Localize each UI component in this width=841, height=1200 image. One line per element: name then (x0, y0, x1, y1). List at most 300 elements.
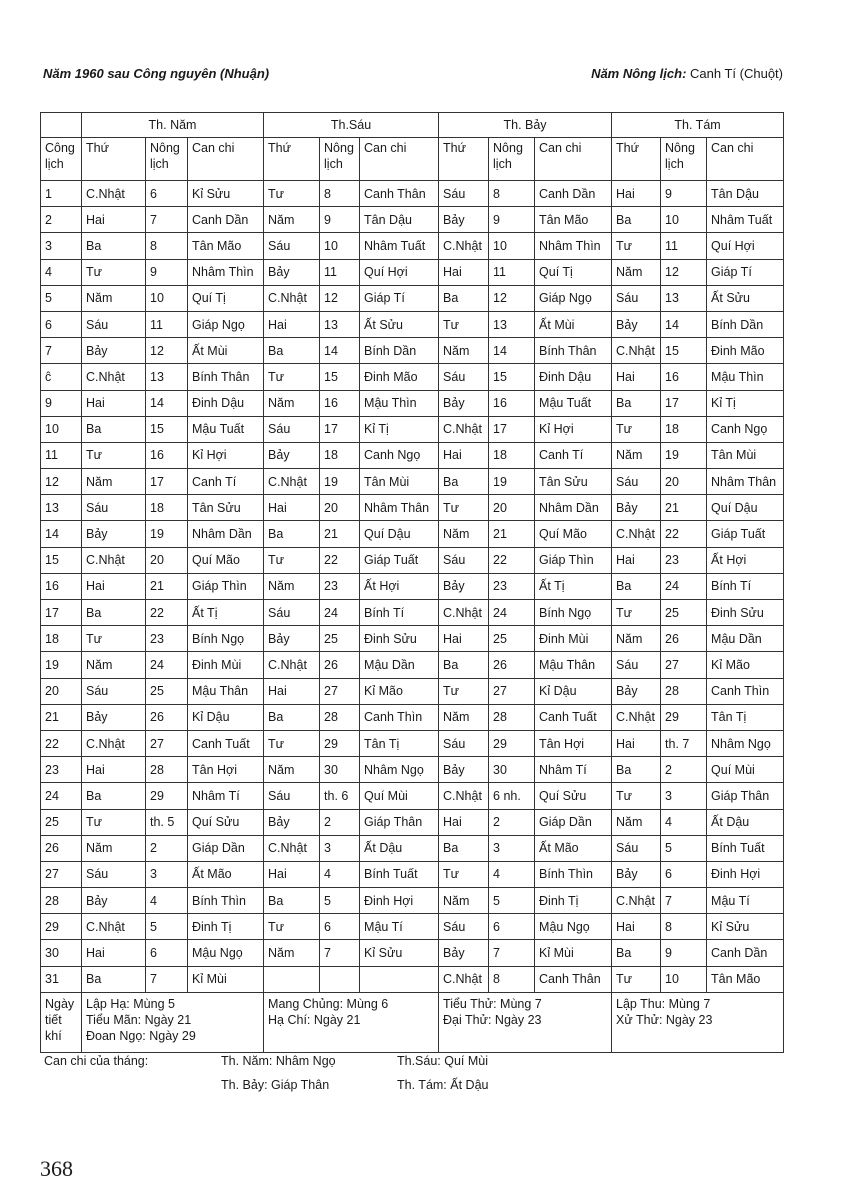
weekday-cell: Tư (264, 364, 320, 390)
can-chi-cell: Bính Thân (188, 364, 264, 390)
can-chi-cell (360, 966, 439, 992)
weekday-cell: Ba (612, 757, 661, 783)
lunar-day-cell: 27 (146, 730, 188, 756)
month-can-chi-summary (44, 1054, 604, 1098)
can-chi-cell: Ất Mùi (535, 311, 612, 337)
solar-term: Đoan Ngọ: Ngày 29 (86, 1028, 196, 1043)
solar-term: Đại Thử: Ngày 23 (443, 1012, 542, 1027)
can-chi-cell: Giáp Tuất (707, 521, 784, 547)
lunar-day-cell: 24 (489, 600, 535, 626)
lunar-day-cell: 5 (661, 835, 707, 861)
can-chi-cell: Mậu Tuất (535, 390, 612, 416)
can-chi-cell: Kỉ Hợi (535, 416, 612, 442)
weekday-cell: Sáu (439, 547, 489, 573)
can-chi-cell: Nhâm Ngọ (707, 730, 784, 756)
lunar-day-cell: 6 (320, 914, 360, 940)
can-chi-cell: Canh Thân (360, 181, 439, 207)
weekday-cell: Sáu (82, 678, 146, 704)
can-chi-cell: Ất Hợi (707, 547, 784, 573)
corner-cell (41, 113, 82, 138)
lunar-day-cell: 27 (489, 678, 535, 704)
can-chi-cell: Kỉ Dậu (535, 678, 612, 704)
weekday-cell: C.Nhật (82, 547, 146, 573)
weekday-cell: C.Nhật (264, 285, 320, 311)
weekday-cell: Ba (264, 888, 320, 914)
gregorian-day-cell: 23 (41, 757, 82, 783)
table-row (41, 521, 784, 547)
gregorian-day-cell: 27 (41, 861, 82, 887)
lunar-day-cell: 30 (489, 757, 535, 783)
lunar-day-cell: 23 (661, 547, 707, 573)
lunar-day-cell: 11 (146, 311, 188, 337)
weekday-cell: Ba (439, 652, 489, 678)
gregorian-day-cell: 16 (41, 573, 82, 599)
lunar-day-cell: 8 (489, 181, 535, 207)
weekday-cell: C.Nhật (264, 835, 320, 861)
solar-terms-row (41, 992, 784, 1052)
can-chi-cell: Đinh Sửu (707, 600, 784, 626)
weekday-cell: Tư (439, 678, 489, 704)
gregorian-day-cell: 17 (41, 600, 82, 626)
can-chi-cell: Bính Thìn (188, 888, 264, 914)
solar-terms-month-8 (612, 992, 784, 1052)
weekday-cell: Ba (264, 704, 320, 730)
lunar-day-cell: 30 (320, 757, 360, 783)
lunar-day-cell: 18 (489, 442, 535, 468)
month-header-7: Th. Bảy (439, 113, 612, 138)
lunar-day-cell: 11 (489, 259, 535, 285)
table-row (41, 547, 784, 573)
can-chi-cell: Ất Hợi (360, 573, 439, 599)
solar-terms-month-6 (264, 992, 439, 1052)
weekday-cell: Ba (264, 338, 320, 364)
can-chi-cell: Quí Sửu (188, 809, 264, 835)
weekday-cell: Hai (264, 678, 320, 704)
col-header-can-chi: Can chi (188, 138, 264, 181)
lunar-day-cell: 20 (661, 469, 707, 495)
lunar-day-cell: 4 (146, 888, 188, 914)
can-chi-cell: Quí Hợi (360, 259, 439, 285)
weekday-cell: Ba (82, 233, 146, 259)
lunar-day-cell: 25 (146, 678, 188, 704)
weekday-cell: C.Nhật (612, 888, 661, 914)
gregorian-day-cell: 9 (41, 390, 82, 416)
weekday-cell: Năm (82, 469, 146, 495)
gregorian-day-cell: 12 (41, 469, 82, 495)
can-chi-cell: Tân Tị (707, 704, 784, 730)
can-chi-cell: Nhâm Tuất (707, 207, 784, 233)
lunar-day-cell: 21 (146, 573, 188, 599)
can-chi-cell: Ất Sửu (360, 311, 439, 337)
weekday-cell: Tư (82, 259, 146, 285)
calendar-body (41, 181, 784, 993)
lunar-day-cell: 6 (146, 181, 188, 207)
lunar-day-cell: 23 (146, 626, 188, 652)
can-chi-cell: Ất Dậu (707, 809, 784, 835)
can-chi-cell: Nhâm Thìn (188, 259, 264, 285)
weekday-cell: Bảy (82, 888, 146, 914)
lunar-day-cell: 12 (661, 259, 707, 285)
can-chi-cell: Đinh Mùi (188, 652, 264, 678)
lunar-day-cell (320, 966, 360, 992)
month-can-chi-item: Th. Tám: Ất Dậu (397, 1078, 489, 1092)
weekday-cell: Sáu (612, 652, 661, 678)
lunar-day-cell: 23 (489, 573, 535, 599)
weekday-cell: Bảy (439, 757, 489, 783)
gregorian-day-cell: 4 (41, 259, 82, 285)
can-chi-cell: Quí Hợi (707, 233, 784, 259)
lunar-day-cell: 7 (146, 207, 188, 233)
weekday-cell: Tư (439, 861, 489, 887)
month-can-chi-item: Th. Năm: Nhâm Ngọ (221, 1054, 336, 1068)
table-row (41, 966, 784, 992)
col-header-nong-lich: Nông lịch (661, 138, 707, 181)
lunar-day-cell: 18 (320, 442, 360, 468)
header-year-title: Năm 1960 sau Công nguyên (Nhuận) (43, 66, 270, 81)
lunar-day-cell: 20 (489, 495, 535, 521)
can-chi-cell: Quí Dậu (707, 495, 784, 521)
weekday-cell: Năm (264, 573, 320, 599)
can-chi-cell: Canh Thân (535, 966, 612, 992)
weekday-cell: Hai (82, 757, 146, 783)
lunar-day-cell: 14 (661, 311, 707, 337)
weekday-cell: Năm (612, 809, 661, 835)
can-chi-cell: Mậu Tí (360, 914, 439, 940)
month-can-chi-item: Th.Sáu: Quí Mùi (397, 1054, 489, 1068)
lunar-day-cell: 24 (320, 600, 360, 626)
lunar-day-cell: 21 (320, 521, 360, 547)
weekday-cell: Bảy (612, 311, 661, 337)
solar-term: Lập Thu: Mùng 7 (616, 996, 711, 1011)
solar-term: Mang Chủng: Mùng 6 (268, 996, 389, 1011)
col-header-thu: Thứ (612, 138, 661, 181)
weekday-cell: Tư (264, 547, 320, 573)
lunar-day-cell: 22 (489, 547, 535, 573)
lunar-day-cell: 11 (661, 233, 707, 259)
weekday-cell: Ba (264, 521, 320, 547)
can-chi-cell: Đinh Tị (188, 914, 264, 940)
weekday-cell: Sáu (612, 469, 661, 495)
lunar-day-cell: 5 (146, 914, 188, 940)
lunar-day-cell: 14 (320, 338, 360, 364)
weekday-cell: Năm (439, 888, 489, 914)
table-row (41, 626, 784, 652)
lunar-day-cell: 7 (146, 966, 188, 992)
weekday-cell: C.Nhật (439, 600, 489, 626)
lunar-day-cell: 2 (320, 809, 360, 835)
can-chi-cell: Mậu Tí (707, 888, 784, 914)
solar-terms-month-7 (439, 992, 612, 1052)
can-chi-cell: Nhâm Tí (535, 757, 612, 783)
lunar-day-cell: 26 (320, 652, 360, 678)
can-chi-cell: Tân Sửu (188, 495, 264, 521)
table-row (41, 364, 784, 390)
lunar-day-cell: 9 (489, 207, 535, 233)
weekday-cell: Hai (82, 207, 146, 233)
weekday-cell: Sáu (82, 495, 146, 521)
can-chi-cell: Đinh Tị (535, 888, 612, 914)
can-chi-cell: Nhâm Tuất (360, 233, 439, 259)
lunar-day-cell: 16 (320, 390, 360, 416)
table-row (41, 888, 784, 914)
weekday-cell: Năm (82, 652, 146, 678)
lunar-day-cell: 24 (661, 573, 707, 599)
can-chi-cell: Canh Tí (535, 442, 612, 468)
solar-term: Tiểu Thử: Mùng 7 (443, 996, 542, 1011)
weekday-cell: C.Nhật (439, 966, 489, 992)
can-chi-cell: Nhâm Thân (360, 495, 439, 521)
weekday-cell: Hai (612, 547, 661, 573)
weekday-cell: Tư (612, 783, 661, 809)
lunar-day-cell: 8 (320, 181, 360, 207)
month-can-chi-item: Th. Bảy: Giáp Thân (221, 1078, 330, 1092)
can-chi-cell: Ất Mùi (188, 338, 264, 364)
lunar-day-cell: th. 7 (661, 730, 707, 756)
calendar-table (40, 112, 784, 1053)
page-number: 368 (40, 1156, 73, 1181)
weekday-cell: Tư (612, 966, 661, 992)
table-row (41, 914, 784, 940)
weekday-cell: Sáu (612, 835, 661, 861)
weekday-cell: C.Nhật (439, 416, 489, 442)
col-header-nong-lich: Nông lịch (489, 138, 535, 181)
can-chi-cell: Bính Tuất (360, 861, 439, 887)
weekday-cell: C.Nhật (439, 783, 489, 809)
weekday-cell: Sáu (612, 285, 661, 311)
weekday-cell: Tư (264, 730, 320, 756)
lunar-day-cell: 8 (661, 914, 707, 940)
can-chi-cell: Canh Tuất (188, 730, 264, 756)
lunar-day-cell: 6 (146, 940, 188, 966)
weekday-cell: C.Nhật (612, 704, 661, 730)
table-row (41, 469, 784, 495)
table-row (41, 757, 784, 783)
lunar-day-cell: 24 (146, 652, 188, 678)
weekday-cell: Ba (82, 783, 146, 809)
can-chi-cell: Tân Hợi (535, 730, 612, 756)
lunar-day-cell: 6 nh. (489, 783, 535, 809)
weekday-cell: Năm (439, 338, 489, 364)
weekday-cell: Sáu (264, 233, 320, 259)
can-chi-cell: Nhâm Tí (188, 783, 264, 809)
can-chi-cell: Canh Tuất (535, 704, 612, 730)
weekday-cell: Tư (82, 442, 146, 468)
lunar-day-cell: th. 5 (146, 809, 188, 835)
can-chi-cell: Mậu Thân (188, 678, 264, 704)
weekday-cell: Năm (82, 285, 146, 311)
col-header-thu: Thứ (82, 138, 146, 181)
lunar-day-cell: 2 (661, 757, 707, 783)
month-header-8: Th. Tám (612, 113, 784, 138)
lunar-day-cell: 22 (320, 547, 360, 573)
table-row (41, 259, 784, 285)
lunar-day-cell: 28 (320, 704, 360, 730)
weekday-cell: C.Nhật (439, 233, 489, 259)
can-chi-cell: Kỉ Mùi (535, 940, 612, 966)
weekday-cell: Năm (82, 835, 146, 861)
gregorian-day-cell: 15 (41, 547, 82, 573)
can-chi-cell: Ất Tị (188, 600, 264, 626)
can-chi-cell: Mậu Dần (360, 652, 439, 678)
gregorian-day-cell: ĉ (41, 364, 82, 390)
table-row (41, 233, 784, 259)
lunar-day-cell: 15 (146, 416, 188, 442)
can-chi-cell: Giáp Dần (188, 835, 264, 861)
table-row (41, 730, 784, 756)
weekday-cell: C.Nhật (82, 730, 146, 756)
weekday-cell: Hai (82, 573, 146, 599)
weekday-cell: Bảy (612, 861, 661, 887)
lunar-day-cell: 23 (320, 573, 360, 599)
can-chi-cell: Canh Dần (707, 940, 784, 966)
lunar-day-cell: 25 (661, 600, 707, 626)
lunar-day-cell: 9 (146, 259, 188, 285)
lunar-day-cell: 26 (661, 626, 707, 652)
gregorian-day-cell: 3 (41, 233, 82, 259)
lunar-day-cell: 25 (320, 626, 360, 652)
weekday-cell: Năm (264, 207, 320, 233)
weekday-cell: Tư (82, 809, 146, 835)
weekday-cell: Tư (612, 233, 661, 259)
can-chi-cell: Đinh Dậu (188, 390, 264, 416)
can-chi-cell: Giáp Ngọ (188, 311, 264, 337)
can-chi-cell: Giáp Ngọ (535, 285, 612, 311)
can-chi-cell: Tân Mão (535, 207, 612, 233)
lunar-day-cell: 4 (661, 809, 707, 835)
can-chi-cell: Đinh Mão (360, 364, 439, 390)
can-chi-cell: Canh Dần (535, 181, 612, 207)
weekday-cell (264, 966, 320, 992)
can-chi-cell: Canh Thìn (707, 678, 784, 704)
can-chi-cell: Mậu Dần (707, 626, 784, 652)
can-chi-cell: Tân Mão (707, 966, 784, 992)
weekday-cell: Hai (439, 442, 489, 468)
can-chi-cell: Giáp Thân (707, 783, 784, 809)
table-row (41, 652, 784, 678)
weekday-cell: Bảy (612, 495, 661, 521)
weekday-cell: Năm (264, 757, 320, 783)
lunar-day-cell: th. 6 (320, 783, 360, 809)
lunar-day-cell: 12 (489, 285, 535, 311)
lunar-day-cell: 14 (146, 390, 188, 416)
can-chi-cell: Giáp Tí (360, 285, 439, 311)
weekday-cell: Năm (612, 442, 661, 468)
can-chi-cell: Quí Tị (188, 285, 264, 311)
can-chi-cell: Tân Hợi (188, 757, 264, 783)
gregorian-day-cell: 26 (41, 835, 82, 861)
col-header-can-chi: Can chi (707, 138, 784, 181)
can-chi-cell: Nhâm Dần (535, 495, 612, 521)
can-chi-cell: Giáp Thìn (535, 547, 612, 573)
table-row (41, 207, 784, 233)
weekday-cell: Bảy (439, 207, 489, 233)
lunar-day-cell: 27 (661, 652, 707, 678)
can-chi-cell: Ất Tị (535, 573, 612, 599)
lunar-day-cell: 11 (320, 259, 360, 285)
month-header-6: Th.Sáu (264, 113, 439, 138)
solar-terms-month-5 (82, 992, 264, 1052)
lunar-day-cell: 19 (320, 469, 360, 495)
can-chi-cell: Nhâm Thân (707, 469, 784, 495)
gregorian-day-cell: 11 (41, 442, 82, 468)
can-chi-cell: Mậu Thân (535, 652, 612, 678)
lunar-day-cell: 9 (320, 207, 360, 233)
lunar-day-cell: 7 (320, 940, 360, 966)
lunar-day-cell: 16 (146, 442, 188, 468)
can-chi-cell: Đinh Sửu (360, 626, 439, 652)
can-chi-cell: Ất Mão (535, 835, 612, 861)
weekday-cell: Hai (612, 181, 661, 207)
can-chi-cell: Bính Tuất (707, 835, 784, 861)
weekday-cell: C.Nhật (612, 338, 661, 364)
weekday-cell: Ba (612, 573, 661, 599)
lunar-day-cell: 22 (661, 521, 707, 547)
lunar-day-cell: 10 (489, 233, 535, 259)
weekday-cell: C.Nhật (612, 521, 661, 547)
weekday-cell: Hai (264, 311, 320, 337)
solar-term: Tiểu Mãn: Ngày 21 (86, 1012, 192, 1027)
lunar-day-cell: 4 (320, 861, 360, 887)
gregorian-day-cell: 25 (41, 809, 82, 835)
weekday-cell: Tư (612, 600, 661, 626)
gregorian-day-cell: 22 (41, 730, 82, 756)
table-row (41, 442, 784, 468)
weekday-cell: Ba (82, 416, 146, 442)
can-chi-cell: Quí Mùi (360, 783, 439, 809)
weekday-cell: Sáu (439, 181, 489, 207)
header-lunar-value: Canh Tí (Chuột) (690, 66, 783, 81)
table-row (41, 311, 784, 337)
header-lunar-year (591, 66, 783, 81)
lunar-day-cell: 17 (489, 416, 535, 442)
weekday-cell: C.Nhật (82, 364, 146, 390)
weekday-cell: Bảy (264, 626, 320, 652)
lunar-day-cell: 12 (146, 338, 188, 364)
weekday-cell: Ba (612, 207, 661, 233)
weekday-cell: Hai (612, 914, 661, 940)
lunar-day-cell: 20 (320, 495, 360, 521)
can-chi-cell: Tân Sửu (535, 469, 612, 495)
weekday-cell: C.Nhật (264, 469, 320, 495)
lunar-day-cell: 2 (146, 835, 188, 861)
weekday-cell: Sáu (264, 783, 320, 809)
lunar-day-cell: 17 (320, 416, 360, 442)
gregorian-day-cell: 24 (41, 783, 82, 809)
lunar-day-cell: 10 (661, 207, 707, 233)
lunar-day-cell: 16 (489, 390, 535, 416)
table-row (41, 338, 784, 364)
gregorian-day-cell: 30 (41, 940, 82, 966)
can-chi-cell: Giáp Tí (707, 259, 784, 285)
col-header-can-chi: Can chi (535, 138, 612, 181)
weekday-cell: Hai (439, 259, 489, 285)
can-chi-cell: Tân Mùi (707, 442, 784, 468)
lunar-day-cell: 13 (320, 311, 360, 337)
can-chi-cell: Bính Ngọ (188, 626, 264, 652)
weekday-cell: C.Nhật (82, 181, 146, 207)
can-chi-cell: Mậu Ngọ (188, 940, 264, 966)
can-chi-cell: Kỉ Mão (360, 678, 439, 704)
lunar-day-cell: 28 (661, 678, 707, 704)
can-chi-cell: Quí Dậu (360, 521, 439, 547)
can-chi-cell: Kỉ Sửu (188, 181, 264, 207)
col-header-cong-lich: Công lịch (41, 138, 82, 181)
table-row (41, 704, 784, 730)
can-chi-cell: Bính Tí (360, 600, 439, 626)
can-chi-cell: Kỉ Tị (707, 390, 784, 416)
table-row (41, 600, 784, 626)
weekday-cell: Ba (612, 390, 661, 416)
